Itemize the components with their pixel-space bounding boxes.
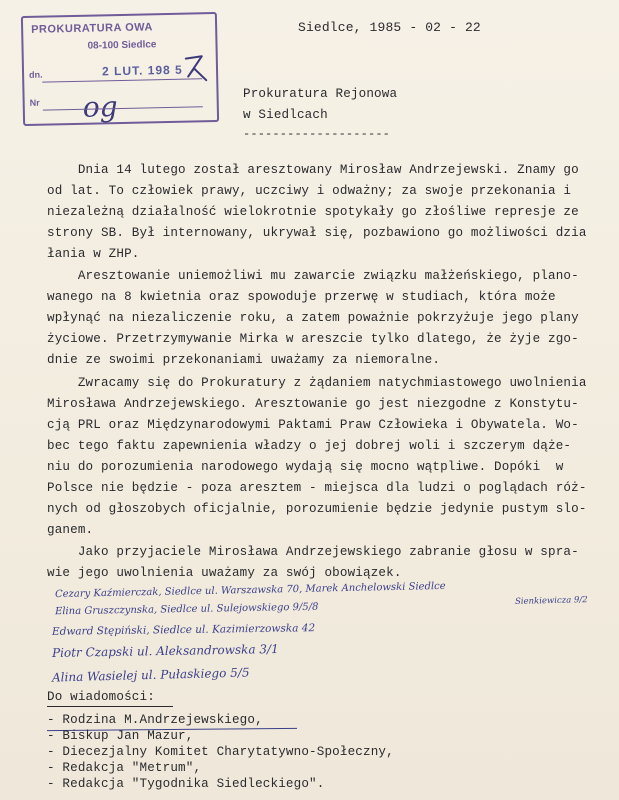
body-line: łania w ZHP. [47, 247, 140, 261]
body-line: Mirosława Andrzejewskiego. Aresztowanie go jest niezgodne z Konstytu- [47, 397, 579, 411]
cc-item: - Diecezjalny Komitet Charytatywno-Społeczny, [47, 745, 394, 759]
body-line: nych od głoszobych oficjalnie, porozumienie będzie jedynie pustym slo- [47, 502, 587, 516]
body-line: cją PRL oraz Międzynarodowymi Paktami Praw Człowieka i Obywatela. Wo- [47, 418, 579, 432]
stamp-initial-mark-icon [182, 54, 211, 85]
stamp-date-label: dn. [28, 69, 43, 80]
body-line: Polsce nie będzie - poza aresztem - miejsca dla ludzi o poglądach róż- [47, 481, 587, 495]
signature-line: Edward Stępiński, Siedlce ul. Kazimierzowska 42 [51, 622, 316, 638]
body-line: Dnia 14 lutego został aresztowany Mirosław Andrzejewski. Znamy go [47, 163, 579, 177]
body-line: Aresztowanie uniemożliwi mu zawarcie związku małżeńskiego, plano- [47, 269, 579, 283]
body-line: Zwracamy się do Prokuratury z żądaniem natychmiastowego uwolnienia [47, 376, 587, 390]
recipient-underline: -------------------- [243, 127, 391, 141]
cc-item: - Rodzina M.Andrzejewskiego, [47, 713, 263, 727]
cc-title: Do wiadomości: [47, 690, 155, 704]
signature-line: Elina Gruszczynska, Siedlce ul. Sulejowskiego 9/5/8 [54, 601, 319, 618]
cc-item: - Redakcja "Tygodnika Siedleckiego". [47, 777, 325, 791]
stamp-date-value: 2 LUT. 198 5 [101, 62, 183, 79]
registry-stamp [21, 12, 219, 126]
body-line: życiowe. Przetrzymywanie Mirka w areszcie tylko dlatego, że żyje zgo- [47, 332, 579, 346]
stamp-date-rule [42, 78, 202, 82]
body-line: niu do porozumienia narodowego wydają się mocno wątpliwe. Dopóki w [47, 460, 564, 474]
cc-item: - Biskup Jan Mazur, [47, 729, 194, 743]
recipient-name: Prokuratura Rejonowa [243, 87, 398, 101]
stamp-number-handwritten: og [82, 90, 118, 124]
body-line: dnie ze swoimi przekonaniami uważamy za niemoralne. [47, 353, 441, 367]
signature-line: Sienkiewicza 9/2 [514, 595, 588, 607]
body-line: bec tego faktu zapewnienia władzy o jej dobrej woli i szczerym dąże- [47, 439, 572, 453]
stamp-number-label: Nr [29, 97, 40, 108]
letter-date: Siedlce, 1985 - 02 - 22 [298, 20, 481, 35]
body-line: Jako przyjaciele Mirosława Andrzejewskiego zabranie głosu w spra- [47, 545, 579, 559]
stamp-postal-code: 08-100 Siedlce [87, 39, 157, 52]
recipient-city: w Siedlcach [243, 108, 328, 122]
body-line: strony SB. Był internowany, ukrywał się, pozbawiono go możliwości dzia [47, 226, 587, 240]
signature-line: Piotr Czapski ul. Aleksandrowska 3/1 [51, 642, 279, 660]
signature-line: Alina Wasielej ul. Pułaskiego 5/5 [51, 665, 250, 685]
body-line: wanego na 8 kwietnia oraz spowoduje przerwę w studiach, która może [47, 290, 556, 304]
stamp-office-name: PROKURATURA OWA [31, 21, 154, 36]
cc-item: - Redakcja "Metrum", [47, 761, 202, 775]
cc-title-underline [47, 706, 173, 707]
body-line: niezależną działalność wielokrotnie spotykały go złośliwe represje ze [47, 205, 579, 219]
stamp-number-rule [43, 106, 203, 110]
body-line: od lat. To człowiek prawy, uczciwy i odważny; za swoje przekonania i [47, 184, 572, 198]
body-line: wpłynąć na niezaliczenie roku, a zatem poważnie pokrzyżuje jego plany [47, 311, 579, 325]
signature-line: Cezary Kaźmierczak, Siedlce ul. Warszawska 70, Marek Anchelowski Siedlce [54, 580, 446, 601]
body-line: wie jego uwolnienia uważamy za swój obowiązek. [47, 566, 402, 580]
body-line: ganem. [47, 523, 94, 537]
